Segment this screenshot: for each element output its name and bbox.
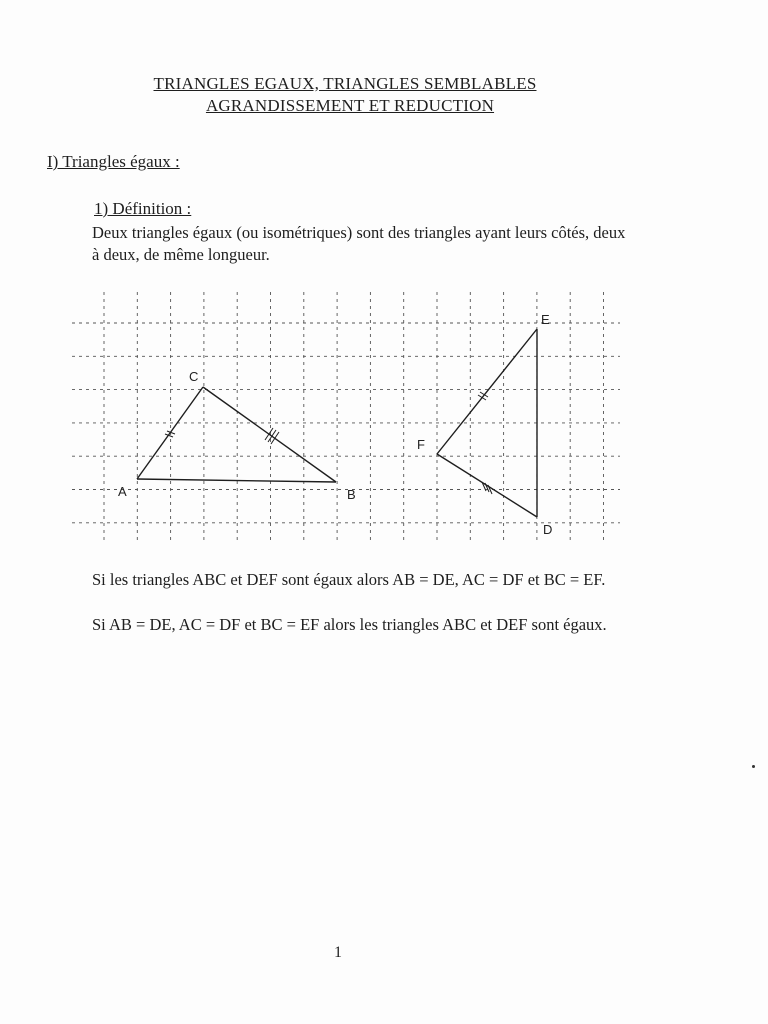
property-paragraph-1: Si les triangles ABC et DEF sont égaux alors AB = DE, AC = DF et BC = EF. xyxy=(92,570,606,589)
page-number: 1 xyxy=(334,944,342,961)
scan-speck xyxy=(752,765,755,768)
segment-fd xyxy=(437,454,537,517)
segment-ab xyxy=(137,479,336,482)
document-title-line-1: TRIANGLES EGAUX, TRIANGLES SEMBLABLES xyxy=(153,74,537,93)
label-b: B xyxy=(347,487,356,502)
equal-marks-def xyxy=(478,392,492,494)
segment-bc xyxy=(203,387,336,482)
label-d: D xyxy=(543,522,553,537)
document-title-line-2: AGRANDISSEMENT ET REDUCTION xyxy=(205,96,495,115)
segment-ac xyxy=(137,387,203,479)
segment-fe xyxy=(437,329,537,454)
label-a: A xyxy=(118,484,127,499)
label-f: F xyxy=(417,437,425,452)
definition-paragraph: Deux triangles égaux (ou isométriques) sont des triangles ayant leurs côtés, deux à deux, de même longueur. xyxy=(92,223,626,264)
subsection-heading: 1) Définition : xyxy=(94,199,192,218)
label-e: E xyxy=(541,312,550,327)
label-c: C xyxy=(189,369,199,384)
dashed-grid xyxy=(72,292,620,544)
equal-marks-abc xyxy=(165,428,279,444)
section-heading: I) Triangles égaux : xyxy=(47,152,180,171)
triangles-figure xyxy=(72,292,632,552)
property-paragraph-2: Si AB = DE, AC = DF et BC = EF alors les triangles ABC et DEF sont égaux. xyxy=(92,615,607,634)
